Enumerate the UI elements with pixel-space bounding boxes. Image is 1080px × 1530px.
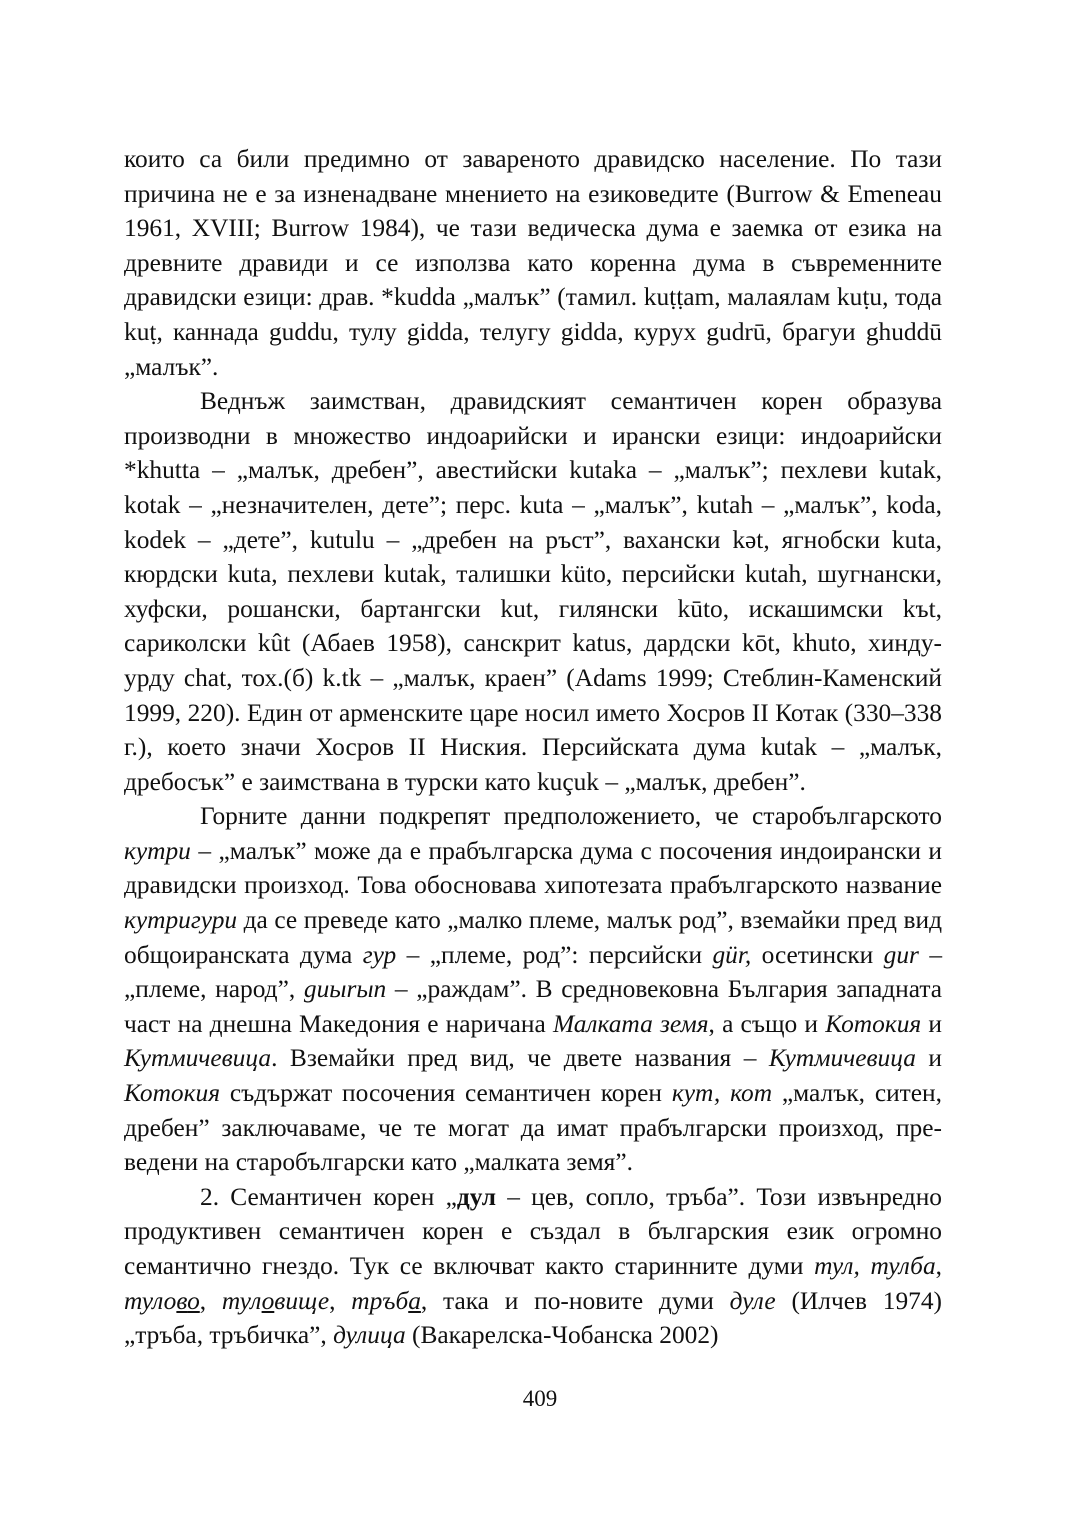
- text-run: – цев, сопло, тръба”. Този извънредно продуктивен семантичен корен е създал в българския език огромно семантично гнездо. Тук се включват както старинните думи: [124, 1182, 942, 1280]
- text-run: гур: [362, 940, 397, 969]
- text-run: Веднъж заимстван, дравидският семантичен корен образува производни в множество индоарийски и ирански езици: индоарийски *khutta – „малък, дребен”, авестийски kutaka – „малък”; пехлеви kutak, kotak – „незначителен, дете”; перс. kuta – „малък”, kutah – „малък”, koda, kodek – „дете”, kutulu – „дребен на ръст”, вахански kət, ягнобски kuta, кюрдски kuta, пехлеви kutak, талишки küto, персийски kutah, шугнански, хуфски, рошански, бартангски kut, гилянски kūto, искашимски kъt, сариколски kût (Абаев 1958), санскрит katus, дардски kōt, khuto, хинду-урду chat, тох.(б) k.tk – „малък, краен” (Adams 1999; Стеблин-Каменский 1999, 220). Един от арменските царе носил името Хосров II Котак (330–338 г.), което значи Хосров II Ниския. Персийската дума kutak – „малък, дребосък” е заимствана в турски като kuçuk – „малък, дребен”.: [124, 387, 942, 796]
- text-run: (Илчев 1974) „тръба, тръбичка”,: [124, 1286, 942, 1350]
- text-run: дул: [456, 1182, 497, 1211]
- paragraph-3: [124, 799, 942, 1180]
- text-run: – „малък” може да е прабългарска дума с посочения индоирански и дравидски произход. Това обосновава хипотезата прабългарското название: [124, 836, 942, 900]
- text-run: Горните данни подкрепят предположението, че старобългарското: [200, 802, 942, 831]
- text-run: кутри: [124, 836, 191, 865]
- paragraph-1: [124, 142, 942, 384]
- text-run: ,: [329, 1286, 352, 1315]
- text-run: – „племе, народ”,: [124, 940, 943, 1004]
- text-run: Кутмичевица: [768, 1044, 916, 1073]
- text-run: а: [408, 1286, 421, 1315]
- text-run: . Вземайки пред вид, че двете названия –: [271, 1044, 769, 1073]
- text-run: кут, кот: [671, 1079, 773, 1108]
- text-run: (Вакарелска-Чобанска 2002): [405, 1321, 719, 1350]
- text-run: и: [915, 1044, 943, 1073]
- text-run: тул: [221, 1286, 262, 1315]
- text-run: туло: [124, 1286, 177, 1315]
- text-run: Котокия: [825, 1009, 922, 1038]
- text-run: Малката земя: [552, 1009, 709, 1038]
- text-run: вище: [274, 1286, 330, 1315]
- text-run: „малък, ситен, дребен” заключаваме, че те могат да имат прабългарски произход, преведени на старобългарски като „малката земя”.: [124, 1079, 942, 1177]
- text-run: Котокия: [124, 1079, 220, 1108]
- page-text: [124, 142, 942, 1353]
- text-run: – „племе, род”: персийски: [396, 940, 713, 969]
- text-run: , така и по-новите думи: [420, 1286, 730, 1315]
- text-run: о: [187, 1286, 200, 1315]
- text-run: кутригури: [124, 906, 238, 935]
- paragraph-2: [124, 384, 942, 799]
- text-run: тръб: [351, 1286, 409, 1315]
- text-run: и: [921, 1009, 942, 1038]
- text-run: осетински: [751, 940, 884, 969]
- text-run: съдържат посочения семантичен корен: [220, 1079, 672, 1108]
- text-run: Кутмичевица: [124, 1044, 272, 1073]
- text-run: 2. Семантичен корен „: [200, 1182, 457, 1211]
- text-run: gur: [883, 940, 919, 969]
- text-run: о: [261, 1286, 275, 1315]
- text-run: ,: [935, 1252, 942, 1280]
- page-number: 409: [522, 1386, 558, 1411]
- text-run: в: [176, 1286, 188, 1315]
- text-run: , а също и: [708, 1009, 826, 1038]
- text-run: дуле: [729, 1286, 776, 1315]
- text-run: тул, тулба: [814, 1252, 936, 1280]
- text-run: guыrыn: [303, 975, 387, 1004]
- text-run: които са били предимно от завареното дравидско население. По тази причина не е за изненадване мнението на езиковедите (Burrow & Emeneau 1961, XVIII; Burrow 1984), че тази ведическа дума е заемка от езика на древните дравиди и се използва като коренна дума в съвременните дравидски езици: драв. *kudda „малък” (тамил. kuṭṭam, малаялам kuṭu, тода kuṭ, каннада guddu, тулу gidda, телугу gidda, курух gudrū, брагуи ghuddū „малък”.: [124, 145, 942, 381]
- text-run: дулица: [333, 1321, 406, 1350]
- text-run: gür,: [712, 940, 752, 969]
- text-run: – „раждам”. В средновековна България западната част на днешна Македония е наричана: [124, 975, 943, 1038]
- paragraph-4: [124, 1180, 942, 1353]
- text-run: ,: [199, 1286, 222, 1315]
- text-run: да се преведе като „малко племе, малък род”, вземайки пред вид общоиранската дума: [124, 906, 942, 969]
